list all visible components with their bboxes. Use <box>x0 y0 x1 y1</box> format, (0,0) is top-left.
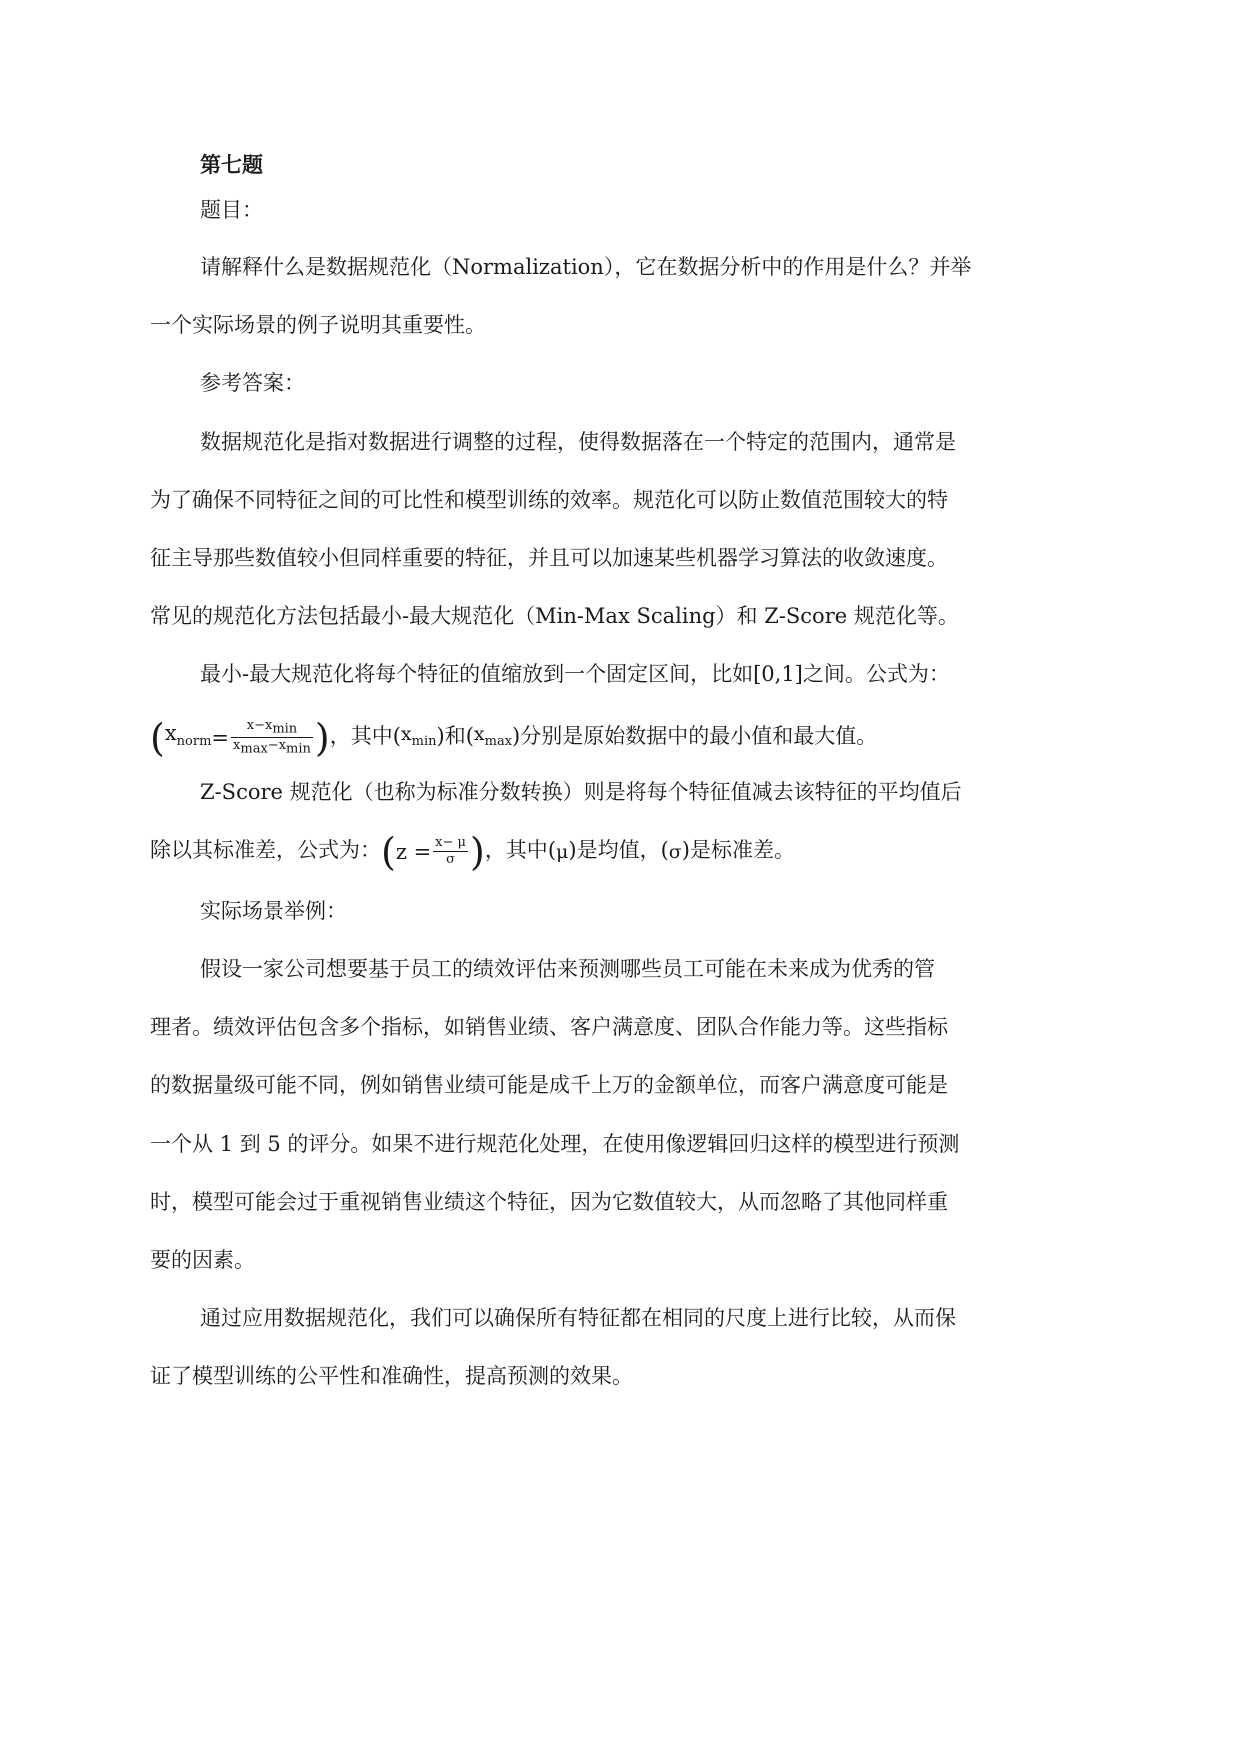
x-max: $x_{max}$ <box>473 722 513 749</box>
question-label: 题目： <box>200 198 263 222</box>
x-min: $x_{min}$ <box>400 722 437 749</box>
question-line: 一个实际场景的例子说明其重要性。 <box>150 313 486 337</box>
sigma-symbol: σ <box>668 840 682 863</box>
paragraph-line: Z-Score 规范化（也称为标准分数转换）则是将每个特征值减去该特征的平均值后 <box>200 780 962 804</box>
formula-minmax-line: ($x_{norm}=$ $\frac{x-x_{min}}{x_{max}-x_{min}}$ )，其中$(x_{min})$和$(x_{max})$分别是原始数据中的最小值和最大值。 <box>150 703 1095 763</box>
paragraph-line: 常见的规范化方法包括最小-最大规范化（Min-Max Scaling）和 Z-Score 规范化等。 <box>150 604 959 628</box>
x-norm: $x_{norm}$ <box>164 721 212 750</box>
mu-symbol: μ <box>556 840 569 863</box>
paragraph-line: 理者。绩效评估包含多个指标，如销售业绩、客户满意度、团队合作能力等。这些指标 <box>150 1015 948 1039</box>
left-paren: ( <box>150 715 165 760</box>
page-title: 第七题 <box>200 152 263 177</box>
example-label: 实际场景举例： <box>200 899 347 923</box>
right-paren: ) <box>314 715 330 760</box>
paragraph-line: 最小-最大规范化将每个特征的值缩放到一个固定区间，比如[0,1]之间。公式为： <box>200 662 950 686</box>
formula-zscore-line: 除以其标准差，公式为：(z = $\frac{x- \mu}{\sigma}$ )，其中(μ)是均值，(σ)是标准差。 <box>150 820 1095 880</box>
formula-text: 是均值， <box>576 838 661 862</box>
formula-text: 是标准差。 <box>689 838 795 862</box>
answer-label: 参考答案： <box>200 371 305 395</box>
formula-text: 分别是原始数据中的最小值和最大值。 <box>520 724 878 749</box>
question-line: 请解释什么是数据规范化（Normalization），它在数据分析中的作用是什么？并举 <box>200 255 972 279</box>
paragraph-line: 假设一家公司想要基于员工的绩效评估来预测哪些员工可能在未来成为优秀的管 <box>200 957 935 981</box>
formula-text: 和 <box>444 724 466 749</box>
right-paren: ) <box>469 829 485 874</box>
paragraph-line: 时，模型可能会过于重视销售业绩这个特征，因为它数值较大，从而忽略了其他同样重 <box>150 1190 948 1214</box>
paragraph-line: 的数据量级可能不同，例如销售业绩可能是成千上万的金额单位，而客户满意度可能是 <box>150 1073 948 1097</box>
paragraph-line: 证了模型训练的公平性和准确性，提高预测的效果。 <box>150 1364 633 1388</box>
formula-text: ，其中 <box>329 724 393 749</box>
paragraph-line: 要的因素。 <box>150 1248 255 1272</box>
left-paren: ( <box>381 829 396 874</box>
formula-text: ，其中 <box>484 838 548 862</box>
paragraph-line: 一个从 1 到 5 的评分。如果不进行规范化处理，在使用像逻辑回归这样的模型进行预测 <box>150 1132 960 1156</box>
paragraph-line: 数据规范化是指对数据进行调整的过程，使得数据落在一个特定的范围内，通常是 <box>200 430 956 454</box>
minmax-fraction: $\frac{x-x_{min}}{x_{max}-x_{min}}$ <box>233 717 311 757</box>
paragraph-line: 通过应用数据规范化，我们可以确保所有特征都在相同的尺度上进行比较，从而保 <box>200 1306 956 1330</box>
zscore-fraction: $\frac{x- \mu}{\sigma}$ <box>435 835 466 867</box>
paragraph-line: 为了确保不同特征之间的可比性和模型训练的效率。规范化可以防止数值范围较大的特 <box>150 488 948 512</box>
paragraph-line: 征主导那些数值较小但同样重要的特征，并且可以加速某些机器学习算法的收敛速度。 <box>150 546 948 570</box>
formula-text: 除以其标准差，公式为： <box>150 838 381 862</box>
z-var: z = <box>395 839 432 864</box>
